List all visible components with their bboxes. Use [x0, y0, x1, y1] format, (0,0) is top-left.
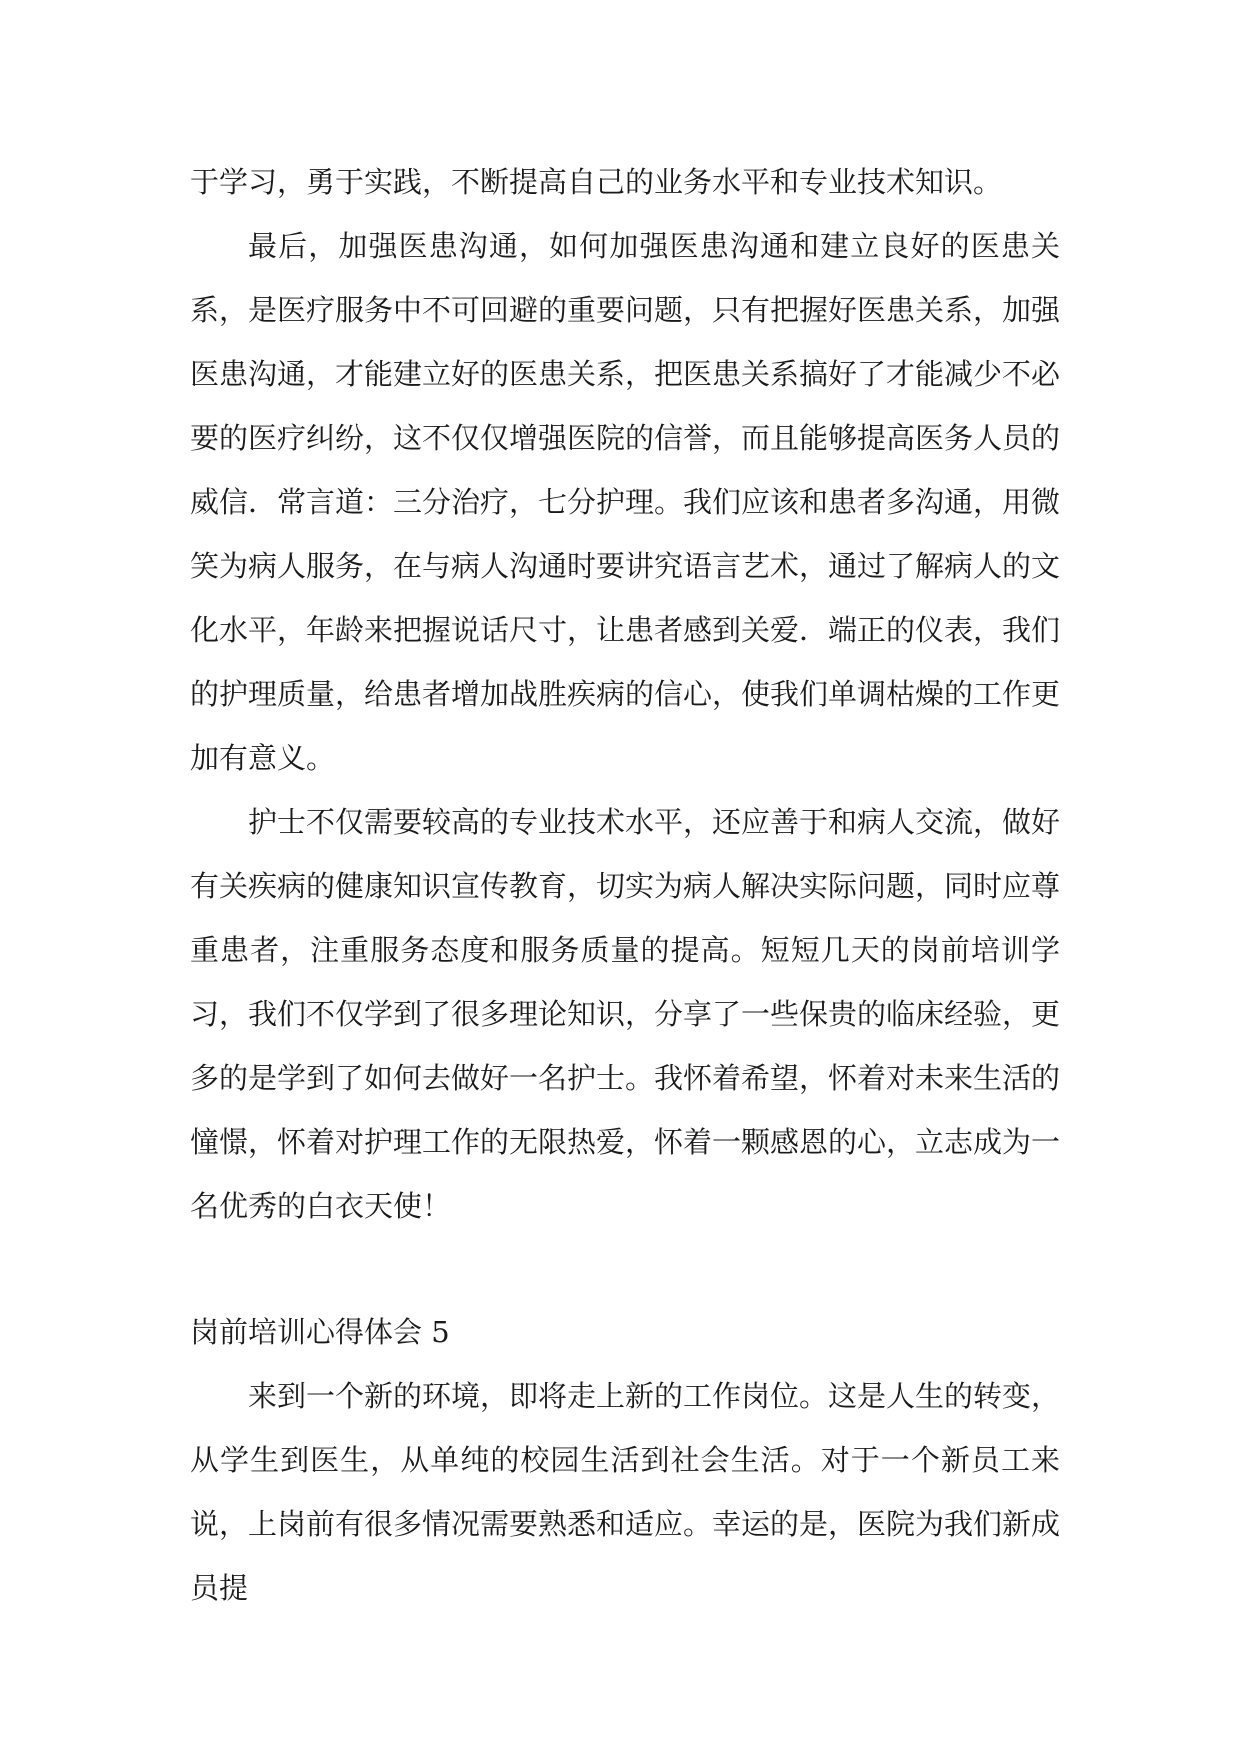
section-heading: 岗前培训心得体会 5: [190, 1315, 450, 1349]
paragraph-doctor-patient-communication: 最后，加强医患沟通，如何加强医患沟通和建立良好的医患关系，是医疗服务中不可回避的重要问题，只有把握好医患关系，加强医患沟通，才能建立好的医患关系，把医患关系搞好了才能减少不必要的医疗纠纷，这不仅仅增强医院的信誉，而且能够提高医务人员的威信．常言道：三分治疗，七分护理。我们应该和患者多沟通，用微笑为病人服务，在与病人沟通时要讲究语言艺术，通过了解病人的文化水平，年龄来把握说话尺寸，让患者感到关爱．端正的仪表，我们的护理质量，给患者增加战胜疾病的信心，使我们单调枯燥的工作更加有意义。: [190, 229, 1061, 775]
paragraph-nurse-skills: 护士不仅需要较高的专业技术水平，还应善于和病人交流，做好有关疾病的健康知识宣传教育，切实为病人解决实际问题，同时应尊重患者，注重服务态度和服务质量的提高。短短几天的岗前培训学习，我们不仅学到了很多理论知识，分享了一些保贵的临床经验，更多的是学到了如何去做好一名护士。我怀着希望，怀着对未来生活的憧憬，怀着对护理工作的无限热爱，怀着一颗感恩的心，立志成为一名优秀的白衣天使！: [190, 805, 1061, 1223]
paragraph-new-environment: 来到一个新的环境，即将走上新的工作岗位。这是人生的转变，从学生到医生，从单纯的校园生活到社会生活。对于一个新员工来说，上岗前有很多情况需要熟悉和适应。幸运的是，医院为我们新成员提: [190, 1379, 1061, 1605]
paragraph-continued: 于学习，勇于实践，不断提高自己的业务水平和专业技术知识。: [190, 165, 1003, 199]
section-gap: [190, 1238, 1060, 1300]
document-body: [190, 150, 1060, 1620]
